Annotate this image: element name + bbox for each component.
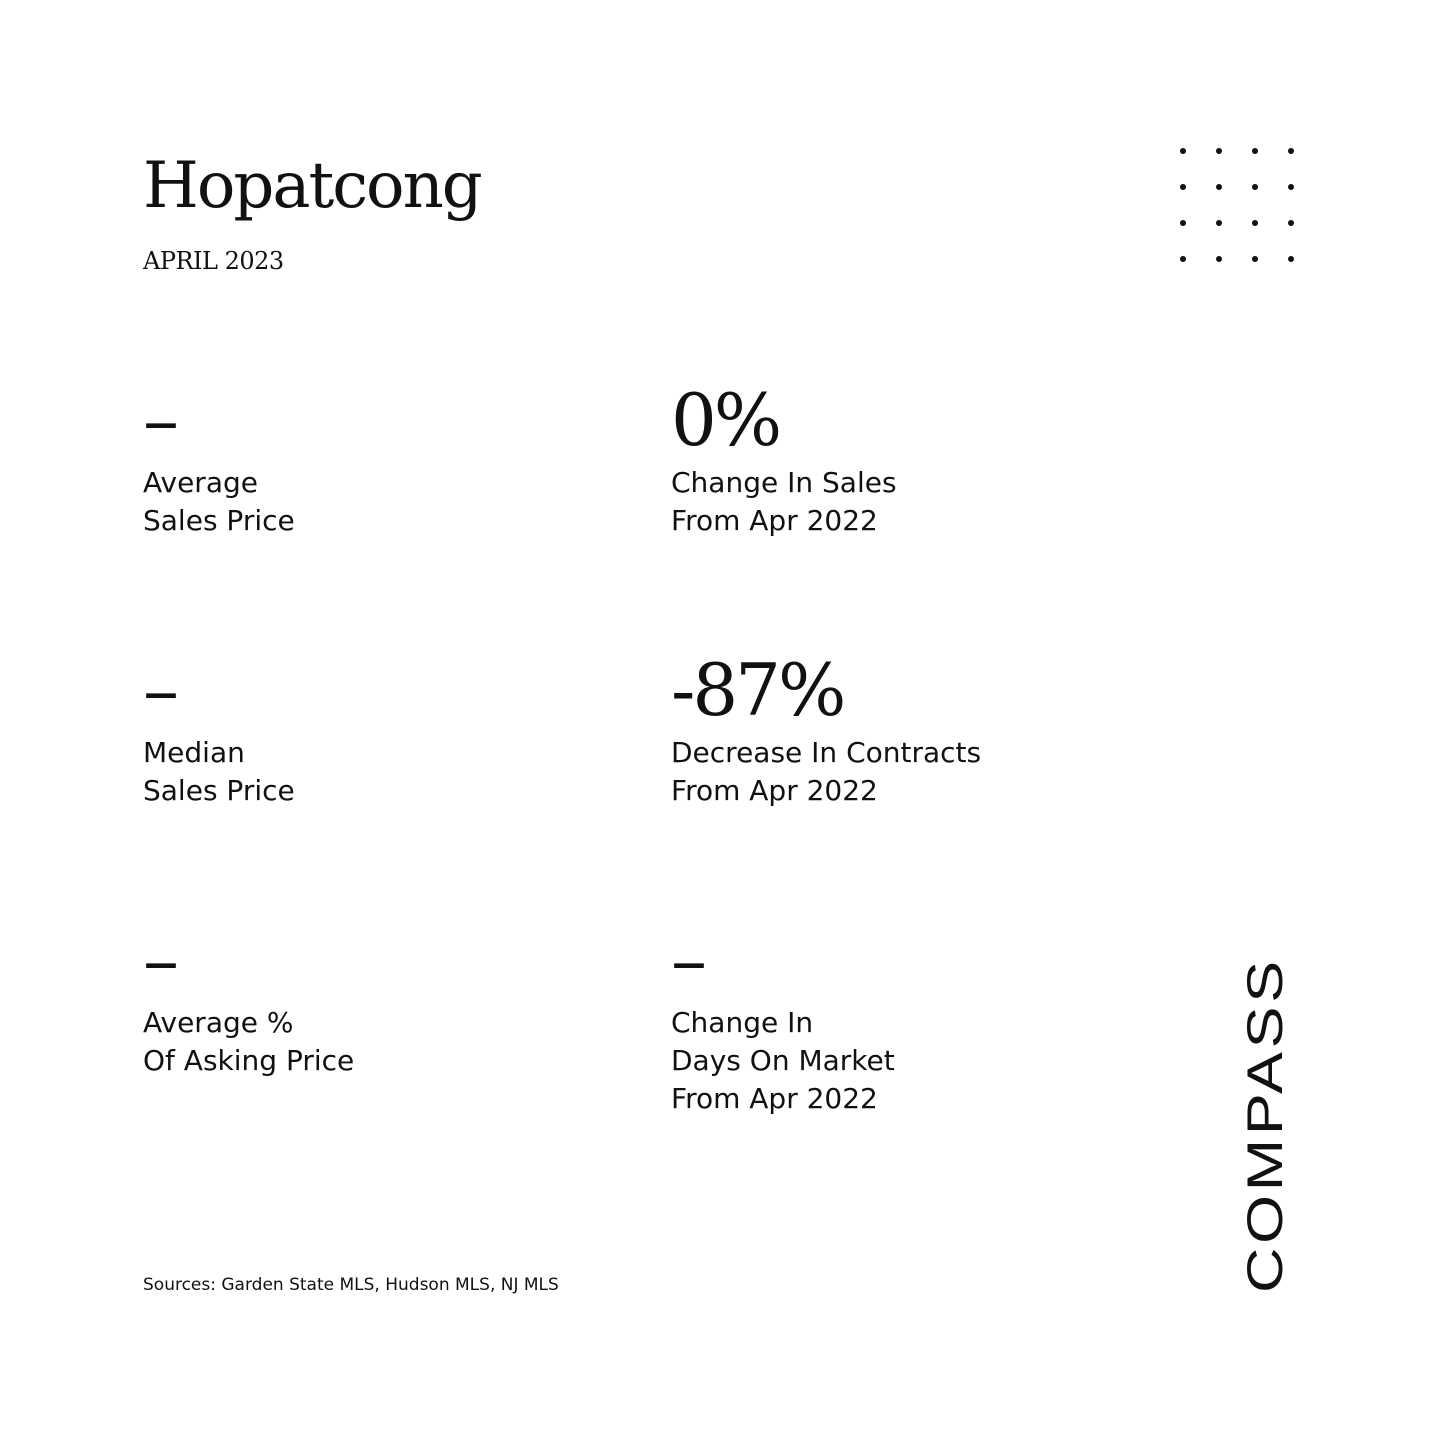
stat-label: Change In Sales From Apr 2022 [671,466,897,537]
stat-change-days-on-market [671,920,1131,1118]
stat-median-sales-price [143,650,603,810]
stat-value: – [143,648,176,732]
dot-grid-icon [1170,140,1300,270]
compass-logo-text: COMPASS [1237,1025,1293,1293]
stat-value: -87% [671,648,844,732]
stat-average-percent-asking [143,920,603,1080]
stat-label: Decrease In Contracts From Apr 2022 [671,736,982,807]
page-title: Hopatcong [143,149,481,223]
stat-label: Change In Days On Market From Apr 2022 [671,1006,895,1115]
report-date: APRIL 2023 [143,247,284,275]
stat-label: Median Sales Price [143,736,295,807]
stat-average-sales-price [143,380,603,540]
stat-label: Average Sales Price [143,466,295,537]
stat-value: – [143,918,176,1002]
stat-change-in-sales [671,380,1131,540]
stat-label: Average % Of Asking Price [143,1006,355,1077]
stat-value: – [143,378,176,462]
sources-note: Sources: Garden State MLS, Hudson MLS, NJ MLS [143,1275,559,1295]
stat-value: – [671,918,704,1002]
compass-logo-icon [1237,955,1293,1295]
stat-decrease-in-contracts [671,650,1131,810]
stat-value: 0% [671,378,780,462]
